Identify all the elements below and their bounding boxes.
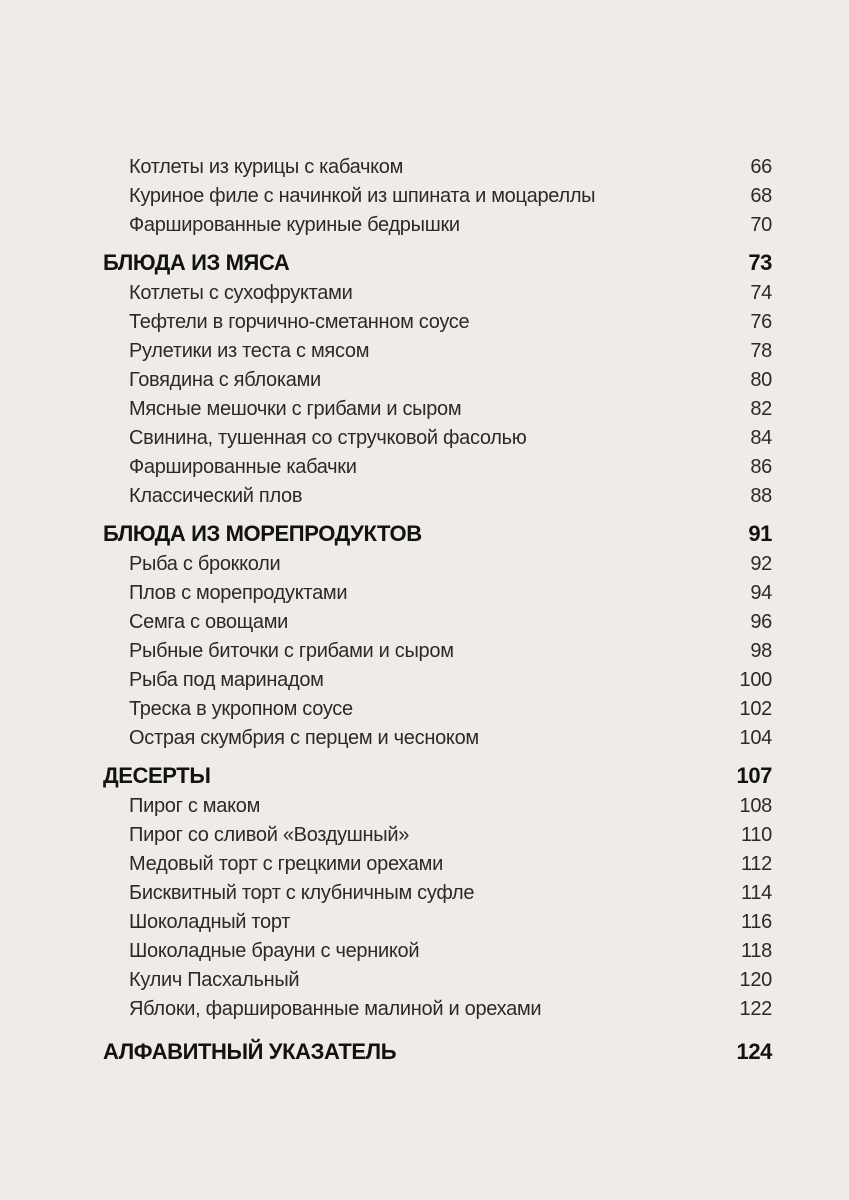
toc-entry-page-number: 102 xyxy=(739,698,772,720)
toc-entry xyxy=(103,308,772,337)
toc-entry-page-number: 86 xyxy=(750,456,772,478)
toc-entry-title: Бисквитный торт с клубничным суфле xyxy=(129,882,475,904)
toc-section xyxy=(103,518,772,753)
toc-section-title: БЛЮДА ИЗ МОРЕПРОДУКТОВ xyxy=(103,521,422,546)
toc-entry xyxy=(103,453,772,482)
toc-entry xyxy=(103,579,772,608)
toc-entry-title: Острая скумбрия с перцем и чесноком xyxy=(129,727,479,749)
toc-entry-page-number: 66 xyxy=(750,156,772,178)
toc-list xyxy=(103,153,772,1068)
toc-entry-page-number: 118 xyxy=(741,940,772,962)
toc-entry xyxy=(103,366,772,395)
toc-section xyxy=(103,760,772,1024)
toc-entry-title: Пирог с маком xyxy=(129,795,261,817)
toc-entry-page-number: 120 xyxy=(739,969,772,991)
toc-entry xyxy=(103,424,772,453)
toc-entry xyxy=(103,937,772,966)
toc-entry-title: Рыба под маринадом xyxy=(129,669,324,691)
toc-entry-page-number: 122 xyxy=(739,998,772,1020)
toc-entry-page-number: 110 xyxy=(741,824,772,846)
toc-entry-title: Рыба с брокколи xyxy=(129,553,281,575)
toc-entry-page-number: 116 xyxy=(741,911,772,933)
toc-entry-page-number: 80 xyxy=(750,369,772,391)
toc-entry-title: Фаршированные кабачки xyxy=(129,456,357,478)
toc-entry-page-number: 100 xyxy=(739,669,772,691)
toc-entry xyxy=(103,211,772,240)
toc-section-page-number: 107 xyxy=(736,763,772,788)
toc-entry-page-number: 88 xyxy=(750,485,772,507)
toc-entry-page-number: 84 xyxy=(750,427,772,449)
toc-entry-page-number: 94 xyxy=(750,582,772,604)
toc-entry xyxy=(103,482,772,511)
toc-entry-title: Шоколадные брауни с черникой xyxy=(129,940,420,962)
toc-entry-page-number: 112 xyxy=(741,853,772,875)
toc-entry-title: Тефтели в горчично-сметанном соусе xyxy=(129,311,470,333)
toc-entry xyxy=(103,395,772,424)
toc-entry-title: Семга с овощами xyxy=(129,611,289,633)
toc-entry xyxy=(103,821,772,850)
toc-entry-title: Треска в укропном соусе xyxy=(129,698,353,720)
toc-entry-page-number: 92 xyxy=(750,553,772,575)
toc-entry-page-number: 108 xyxy=(739,795,772,817)
toc-section-header xyxy=(103,247,772,279)
toc-section-title: ДЕСЕРТЫ xyxy=(103,763,211,788)
toc-section-header xyxy=(103,760,772,792)
toc-entry-title: Рыбные биточки с грибами и сыром xyxy=(129,640,454,662)
toc-section-header xyxy=(103,1036,772,1068)
toc-entry-page-number: 78 xyxy=(750,340,772,362)
toc-entry-page-number: 76 xyxy=(750,311,772,333)
toc-entry-page-number: 70 xyxy=(750,214,772,236)
toc-entry-title: Пирог со сливой «Воздушный» xyxy=(129,824,410,846)
toc-entry-title: Рулетики из теста с мясом xyxy=(129,340,370,362)
toc-entry-title: Плов с морепродуктами xyxy=(129,582,348,604)
toc-entry-title: Свинина, тушенная со стручковой фасолью xyxy=(129,427,527,449)
toc-section xyxy=(103,247,772,511)
toc-entry-page-number: 114 xyxy=(741,882,772,904)
toc-entry xyxy=(103,182,772,211)
toc-entry-title: Говядина с яблоками xyxy=(129,369,321,391)
toc-entry xyxy=(103,695,772,724)
toc-entry-title: Медовый торт с грецкими орехами xyxy=(129,853,443,875)
toc-section xyxy=(103,153,772,240)
toc-entry-title: Яблоки, фаршированные малиной и орехами xyxy=(129,998,542,1020)
toc-entry-title: Фаршированные куриные бедрышки xyxy=(129,214,460,236)
toc-entry-title: Классический плов xyxy=(129,485,303,507)
toc-entry xyxy=(103,279,772,308)
toc-entry xyxy=(103,666,772,695)
toc-entry-page-number: 82 xyxy=(750,398,772,420)
toc-entry-title: Шоколадный торт xyxy=(129,911,291,933)
toc-entry xyxy=(103,850,772,879)
toc-page xyxy=(103,153,772,1068)
toc-section-title: БЛЮДА ИЗ МЯСА xyxy=(103,250,290,275)
toc-entry xyxy=(103,550,772,579)
toc-section-page-number: 124 xyxy=(736,1039,772,1064)
toc-entry xyxy=(103,908,772,937)
toc-entry-title: Котлеты из курицы с кабачком xyxy=(129,156,404,178)
toc-entry xyxy=(103,879,772,908)
toc-entry-page-number: 96 xyxy=(750,611,772,633)
toc-entry xyxy=(103,637,772,666)
toc-section-title: АЛФАВИТНЫЙ УКАЗАТЕЛЬ xyxy=(103,1039,397,1064)
toc-section-page-number: 73 xyxy=(748,250,772,275)
toc-entry xyxy=(103,966,772,995)
toc-entry-page-number: 68 xyxy=(750,185,772,207)
toc-entry-title: Мясные мешочки с грибами и сыром xyxy=(129,398,462,420)
toc-entry xyxy=(103,995,772,1024)
toc-entry xyxy=(103,608,772,637)
toc-section-header xyxy=(103,518,772,550)
toc-section xyxy=(103,1036,772,1068)
toc-entry-title: Кулич Пасхальный xyxy=(129,969,300,991)
toc-entry-page-number: 104 xyxy=(739,727,772,749)
toc-entry xyxy=(103,337,772,366)
toc-entry xyxy=(103,724,772,753)
toc-entry-title: Котлеты с сухофруктами xyxy=(129,282,353,304)
toc-entry-page-number: 74 xyxy=(750,282,772,304)
toc-entry-page-number: 98 xyxy=(750,640,772,662)
toc-section-page-number: 91 xyxy=(748,521,772,546)
toc-entry-title: Куриное филе с начинкой из шпината и моцареллы xyxy=(129,185,596,207)
toc-entry xyxy=(103,792,772,821)
toc-entry xyxy=(103,153,772,182)
